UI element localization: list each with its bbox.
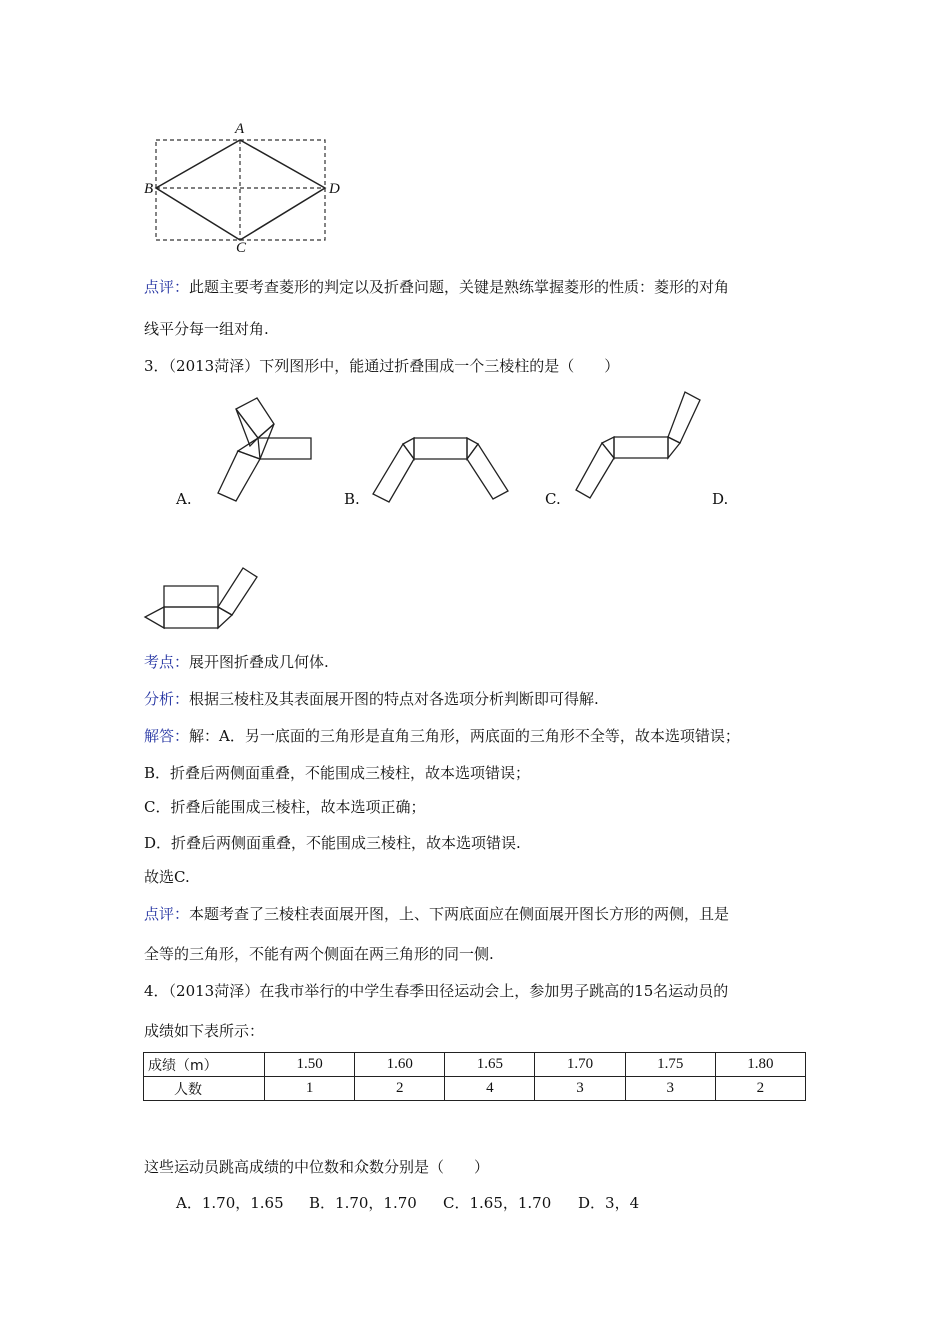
- q4-stem-line1: 4．（2013菏泽）在我市举行的中学生春季田径运动会上，参加男子跳高的15名运动员的: [144, 982, 729, 1000]
- table-cell: 1: [265, 1077, 355, 1101]
- table-cell: 2: [355, 1077, 445, 1101]
- net-option-d: [140, 560, 270, 635]
- q3-jieda: [144, 725, 740, 746]
- table-cell: 1.70: [535, 1053, 625, 1077]
- table-cell: 1.80: [715, 1053, 805, 1077]
- q2-comment-label: 点评：: [144, 278, 190, 296]
- vertex-label-b: B: [144, 181, 154, 197]
- table-cell: 1.75: [625, 1053, 715, 1077]
- q4-option-a: A．1.70，1.65: [176, 1194, 284, 1212]
- scores-table: [143, 1052, 806, 1101]
- q4-option-d: D．3，4: [578, 1194, 640, 1212]
- table-cell: 3: [625, 1077, 715, 1101]
- vertex-label-a: A: [235, 121, 245, 137]
- table-row: [144, 1077, 806, 1101]
- table-header-count: 人数: [144, 1077, 265, 1101]
- q3-option-d: D.: [712, 490, 729, 508]
- q4-option-b: B．1.70，1.70: [309, 1194, 417, 1212]
- kaodian-text: 展开图折叠成几何体.: [189, 653, 329, 671]
- rhombus-figure: [140, 120, 340, 260]
- kaodian-label: 考点：: [144, 653, 190, 671]
- table-cell: 3: [535, 1077, 625, 1101]
- table-cell: 1.65: [445, 1053, 535, 1077]
- q4-stem-line2: 成绩如下表所示：: [144, 1022, 265, 1040]
- table-cell: 1.60: [355, 1053, 445, 1077]
- net-option-b: [370, 430, 520, 510]
- jieda-text-1: 解：A．另一底面的三角形是直角三角形，两底面的三角形不全等，故本选项错误；: [189, 727, 740, 745]
- q3-dianping-line1: [144, 903, 729, 924]
- q3-option-a: A.: [176, 490, 192, 508]
- dianping-label: 点评：: [144, 905, 190, 923]
- table-cell: 2: [715, 1077, 805, 1101]
- table-cell: 1.50: [265, 1053, 355, 1077]
- dianping-text: 本题考查了三棱柱表面展开图，上、下两底面应在侧面展开图长方形的两侧，且是: [189, 905, 730, 923]
- table-header-score: 成绩（m）: [144, 1053, 265, 1077]
- q3-stem: 3．（2013菏泽）下列图形中，能通过折叠围成一个三棱柱的是（ ）: [144, 357, 620, 375]
- vertex-label-c: C: [236, 240, 247, 256]
- jieda-text-4: D．折叠后两侧面重叠，不能围成三棱柱，故本选项错误.: [144, 834, 521, 852]
- fenxi-label: 分析：: [144, 690, 190, 708]
- q4-option-c: C．1.65，1.70: [443, 1194, 552, 1212]
- jieda-text-2: B．折叠后两侧面重叠，不能围成三棱柱，故本选项错误；: [144, 764, 531, 782]
- q2-comment-line2: 线平分每一组对角.: [144, 320, 269, 338]
- q4-question: 这些运动员跳高成绩的中位数和众数分别是（ ）: [144, 1158, 490, 1176]
- table-row: [144, 1053, 806, 1077]
- q3-option-b: B.: [344, 490, 360, 508]
- jieda-text-3: C．折叠后能围成三棱柱，故本选项正确；: [144, 798, 426, 816]
- fenxi-text: 根据三棱柱及其表面展开图的特点对各选项分析判断即可得解.: [189, 690, 599, 708]
- q3-fenxi: [144, 688, 599, 709]
- vertex-label-d: D: [329, 181, 340, 197]
- table-cell: 4: [445, 1077, 535, 1101]
- q3-option-c: C.: [545, 490, 561, 508]
- q2-comment-text: 此题主要考查菱形的判定以及折叠问题，关键是熟练掌握菱形的性质：菱形的对角: [189, 278, 730, 296]
- q2-comment-line1: [144, 276, 729, 297]
- jieda-text-5: 故选C.: [144, 868, 190, 886]
- q3-dianping-line2: 全等的三角形，不能有两个侧面在两三角形的同一侧.: [144, 945, 494, 963]
- net-option-c: [570, 390, 720, 510]
- net-option-a: [200, 385, 320, 505]
- jieda-label: 解答：: [144, 727, 190, 745]
- q3-kaodian: [144, 651, 329, 672]
